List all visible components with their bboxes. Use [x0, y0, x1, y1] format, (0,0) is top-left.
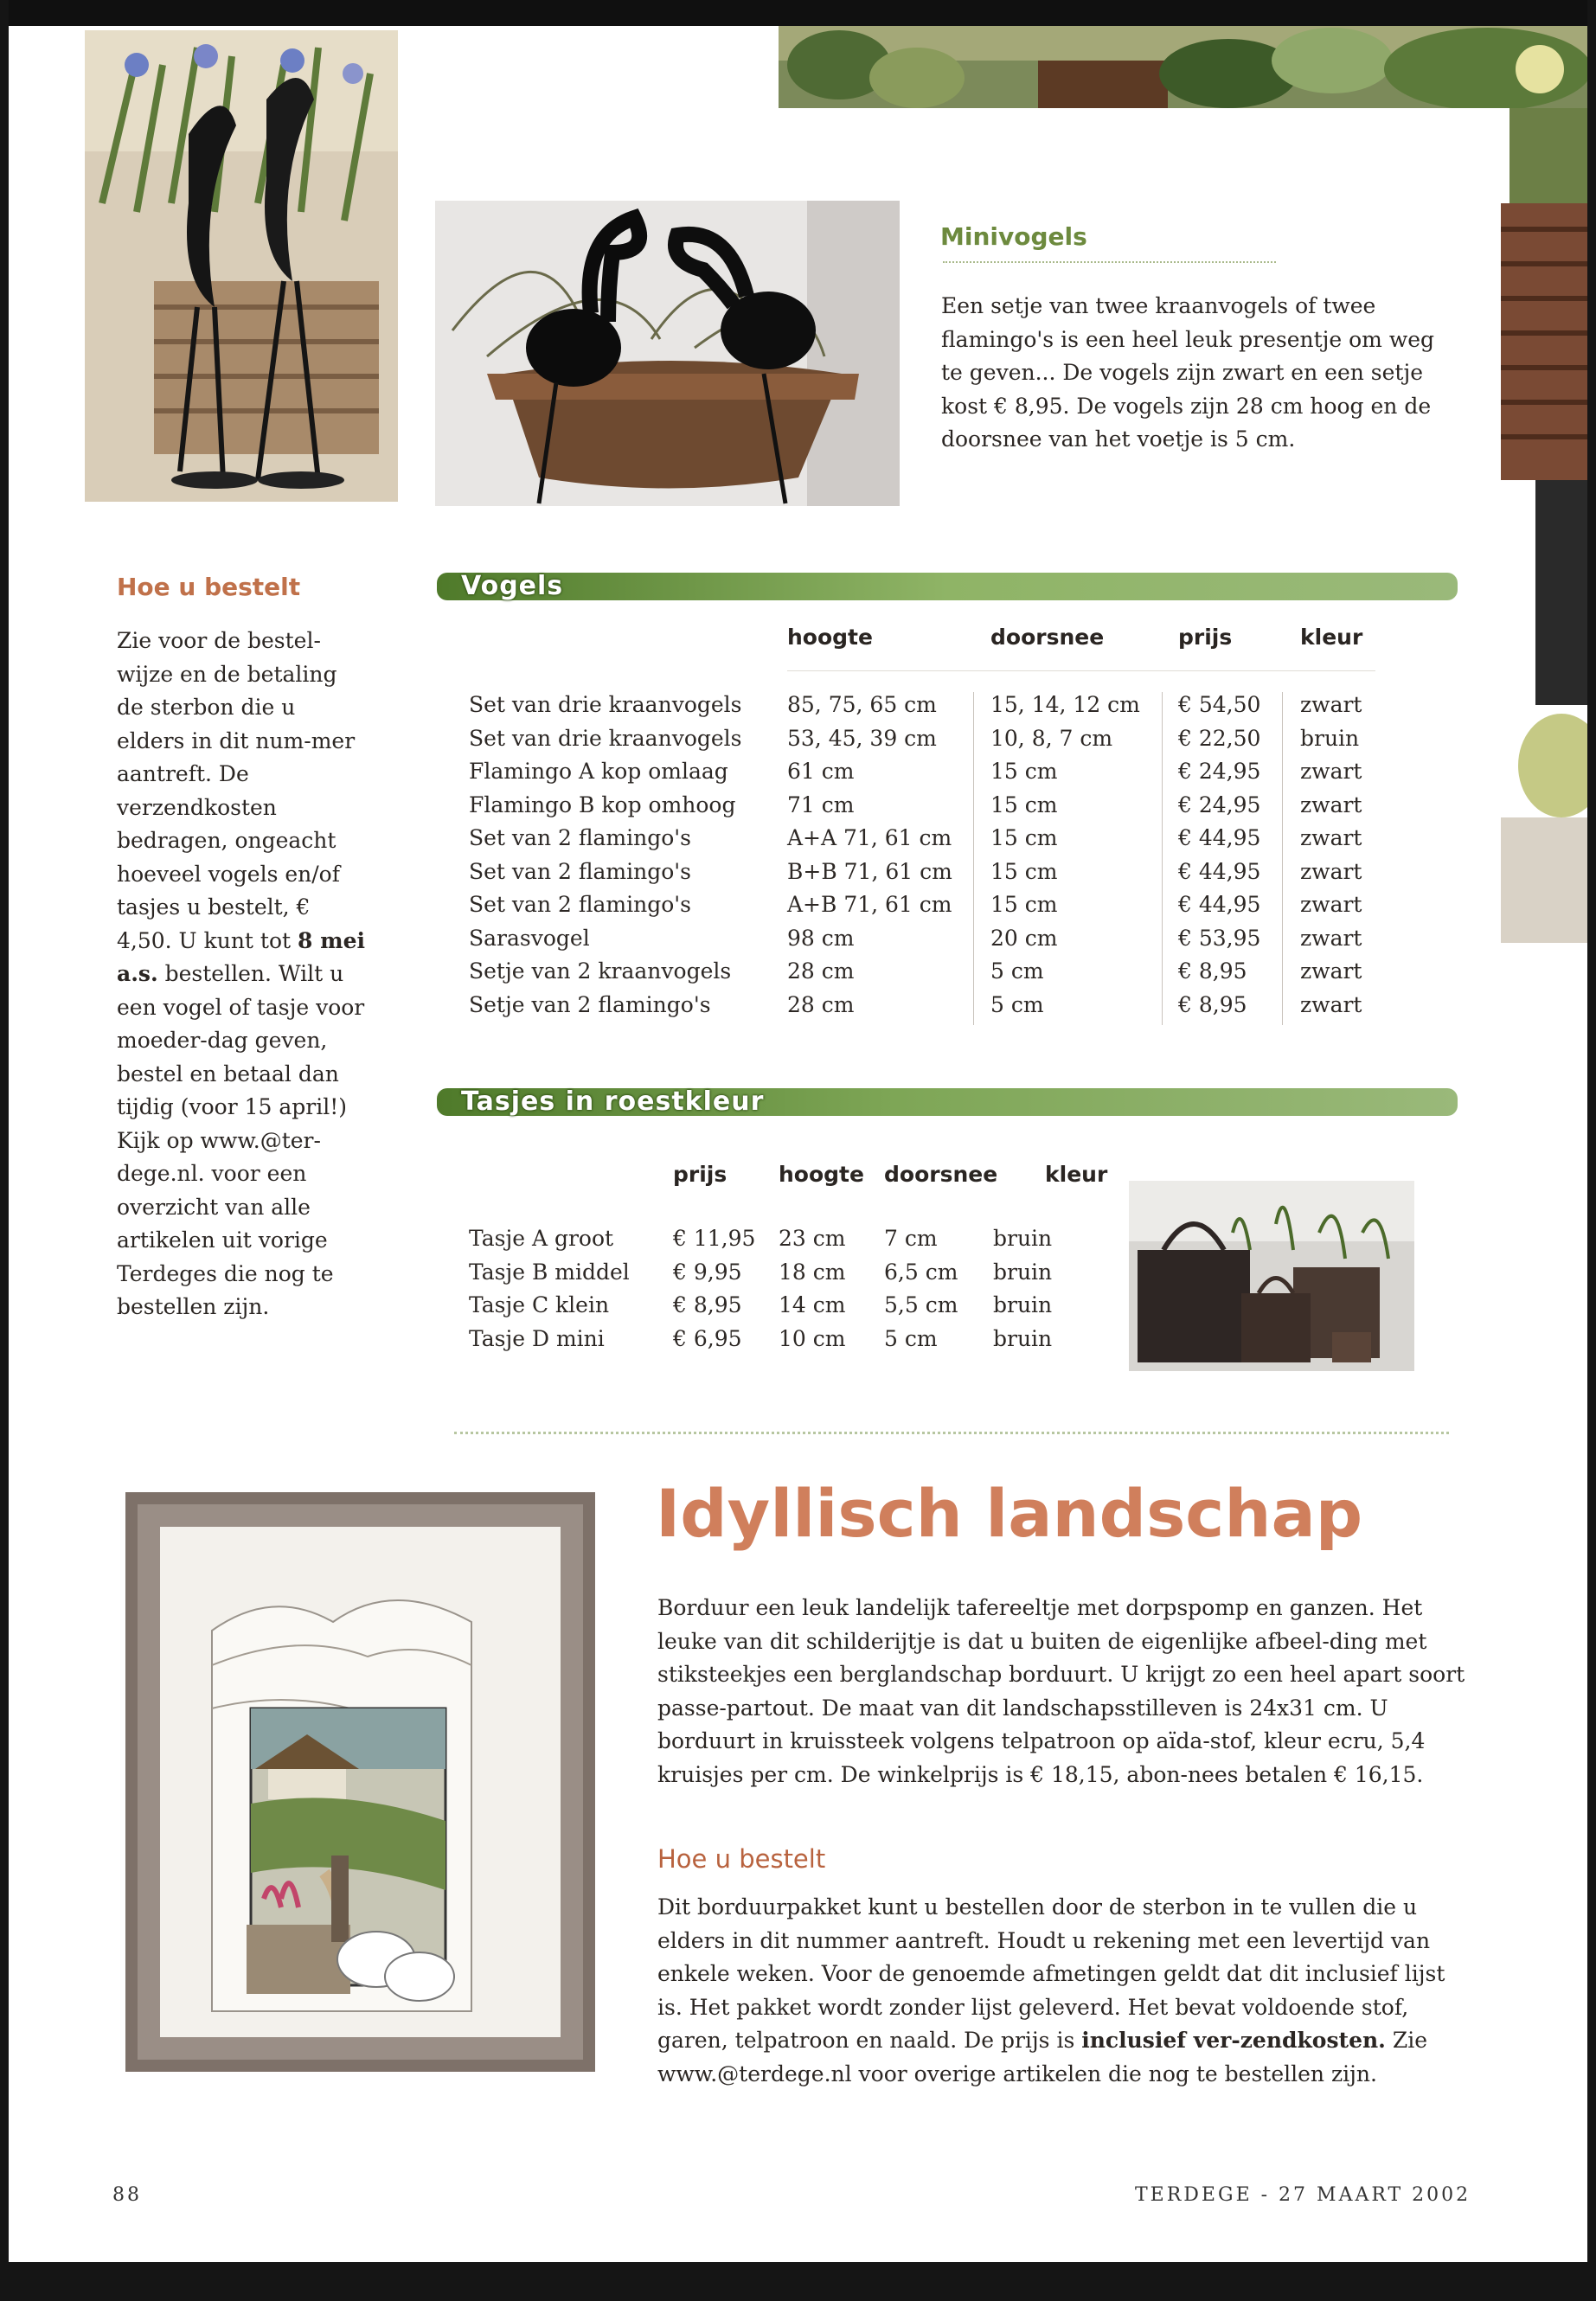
tasjes-label: Tasjes in roestkleur [461, 1086, 765, 1117]
vogels-cell: Setje van 2 kraanvogels [469, 958, 732, 984]
right-edge-basket-photo [1501, 108, 1587, 943]
vogels-cell: Set van drie kraanvogels [469, 692, 742, 717]
vogels-bar [437, 569, 1458, 604]
vogels-cell: € 53,95 [1178, 925, 1261, 951]
section-divider [454, 1432, 1449, 1434]
vogels-cell: € 54,50 [1178, 692, 1261, 717]
vogels-cell: 53, 45, 39 cm [787, 725, 937, 751]
vogels-cell: 85, 75, 65 cm [787, 692, 937, 717]
vogels-cell: Flamingo A kop omlaag [469, 759, 728, 784]
vogels-cell: Set van 2 flamingo's [469, 825, 691, 850]
tasjes-cell: 5,5 cm [884, 1292, 958, 1317]
tasjes-cell: € 8,95 [673, 1292, 742, 1317]
vogels-cell: 15 cm [990, 792, 1058, 817]
vogels-cell: Set van 2 flamingo's [469, 892, 691, 917]
vogels-cell: Flamingo B kop omhoog [469, 792, 736, 817]
vogels-cell: zwart [1300, 991, 1362, 1017]
tasjes-cell: Tasje D mini [469, 1325, 605, 1351]
garden-strip-photo [779, 26, 1587, 108]
vogels-cell: A+B 71, 61 cm [787, 892, 952, 917]
tasjes-cell: 7 cm [884, 1226, 938, 1251]
vogels-cell: zwart [1300, 825, 1362, 850]
idyllisch-text: Borduur een leuk landelijk tafereeltje met dorpspomp en ganzen. Het leuke van dit schilderijtje is dat u buiten de eigenlijke afbeel-ding met stiksteekjes een berglandschap borduurt. U krijgt zo een heel apart soort passe-partout. De maat van dit landschapsstilleven is 24x31 cm. U borduurt in kruissteek volgens telpatroon op aïda-stof, kleur ecru, 5,4 kruisjes per cm. De winkelprijs is € 18,15, abon-nees betalen € 16,15. [657, 1595, 1465, 1787]
idyllisch-order-bold: inclusief ver-zendkosten. [1081, 2028, 1386, 2053]
tasjes-cell: € 9,95 [673, 1259, 742, 1285]
tasjes-header-3: doorsnee [884, 1162, 998, 1187]
vogels-cell: 10, 8, 7 cm [990, 725, 1113, 751]
sidebar-deadline: 8 mei a.s. [117, 927, 365, 986]
tasjes-cell: 14 cm [779, 1292, 846, 1317]
vogels-cell: 15 cm [990, 892, 1058, 917]
vogels-cell: € 24,95 [1178, 759, 1261, 784]
vogels-cell: 71 cm [787, 792, 855, 817]
tasjes-cell: € 11,95 [673, 1226, 756, 1251]
vogels-cell: € 8,95 [1178, 991, 1247, 1017]
tasjes-cell: bruin [993, 1226, 1053, 1251]
vogels-cell: A+A 71, 61 cm [787, 825, 952, 850]
vogels-header-1: hoogte [787, 625, 873, 650]
vogels-cell: € 44,95 [1178, 892, 1261, 917]
tasjes-cell: € 6,95 [673, 1325, 742, 1351]
page-number: 88 [112, 2184, 142, 2206]
vogels-cell: 15, 14, 12 cm [990, 692, 1140, 717]
tasjes-header-2: hoogte [779, 1162, 864, 1187]
vogels-cell: Set van drie kraanvogels [469, 725, 742, 751]
vogels-cell: zwart [1300, 925, 1362, 951]
magazine-footer: TERDEGE - 27 MAART 2002 [1135, 2184, 1471, 2206]
sidebar-text: Zie voor de bestel-wijze en de betaling de sterbon die u elders in dit num-mer aantreft. De verzendkosten bedragen, ongeacht hoeveel vogels en/of tasjes u bestelt, € 4,50. U kunt tot 8 mei a.s. bestellen. Wilt u een vogel of tasje voor moeder-dag geven, bestel en betaal dan tijdig (voor 15 april!) Kijk op www.@ter-dege.nl. voor een overzicht van alle artikelen uit vorige Terdeges die nog te bestellen zijn. [117, 628, 365, 1319]
vogels-cell: 5 cm [990, 991, 1044, 1017]
vogels-cell: zwart [1300, 759, 1362, 784]
tasjes-cell: Tasje C klein [469, 1292, 610, 1317]
vogels-cell: 28 cm [787, 958, 855, 984]
tasjes-cell: bruin [993, 1259, 1053, 1285]
vogels-column-rule [1282, 692, 1283, 1025]
tasjes-bar [437, 1085, 1458, 1119]
vogels-label: Vogels [461, 571, 564, 601]
vogels-cell: zwart [1300, 892, 1362, 917]
vogels-header-rule [787, 670, 1375, 671]
vogels-cell: 15 cm [990, 825, 1058, 850]
vogels-header-3: prijs [1178, 625, 1233, 650]
tasjes-cell: 23 cm [779, 1226, 846, 1251]
vogels-header-2: doorsnee [990, 625, 1105, 650]
vogels-cell: € 44,95 [1178, 825, 1261, 850]
vogels-cell: zwart [1300, 692, 1362, 717]
page-border-bottom [0, 2262, 1596, 2301]
tasjes-header-1: prijs [673, 1162, 727, 1187]
tasjes-cell: 5 cm [884, 1325, 938, 1351]
tasjes-cell: bruin [993, 1325, 1053, 1351]
tasjes-cell: Tasje B middel [469, 1259, 630, 1285]
vogels-cell: € 44,95 [1178, 858, 1261, 884]
embroidery-frame-photo [125, 1492, 595, 2072]
tasjes-header-4: kleur [1045, 1162, 1108, 1187]
minivogels-title-rule [943, 261, 1276, 263]
vogels-cell: 28 cm [787, 991, 855, 1017]
vogels-cell: 5 cm [990, 958, 1044, 984]
idyllisch-headline: Idyllisch landschap [656, 1475, 1363, 1552]
sidebar-title: Hoe u bestelt [117, 573, 301, 601]
tasjes-cell: bruin [993, 1292, 1053, 1317]
vogels-cell: Set van 2 flamingo's [469, 858, 691, 884]
heron-basket-photo [85, 30, 398, 502]
idyllisch-order-text: Dit borduurpakket kunt u bestellen door de sterbon in te vullen die u elders in dit nummer aantreft. Houdt u rekening met een levertijd van enkele weken. Voor de genoemde afmetingen geldt dat dit inclusief lijst is. Het pakket wordt zonder lijst geleverd. Het bevat voldoende stof, garen, telpatroon en naald. De prijs is inclusief ver-zendkosten. Zie www.@terdege.nl voor overige artikelen die nog te bestellen zijn. [657, 1894, 1445, 2086]
tasjes-cell: Tasje A groot [469, 1226, 614, 1251]
vogels-cell: Sarasvogel [469, 925, 590, 951]
minivogels-text: Een setje van twee kraanvogels of twee flamingo's is een heel leuk presentje om weg te geven... De vogels zijn zwart en een setje kost € 8,95. De vogels zijn 28 cm hoog en de doorsnee van het voetje is 5 cm. [941, 293, 1435, 452]
minivogels-title: Minivogels [940, 222, 1087, 251]
tasjes-cell: 10 cm [779, 1325, 846, 1351]
tasjes-cell: 6,5 cm [884, 1259, 958, 1285]
page-border-right [1587, 0, 1596, 2301]
vogels-header-4: kleur [1300, 625, 1363, 650]
page-border-top [0, 0, 1596, 26]
flamingo-bowl-photo [435, 201, 900, 506]
vogels-cell: B+B 71, 61 cm [787, 858, 952, 884]
vogels-cell: Setje van 2 flamingo's [469, 991, 711, 1017]
vogels-cell: € 8,95 [1178, 958, 1247, 984]
vogels-column-rule [1162, 692, 1163, 1025]
tasjes-cell: 18 cm [779, 1259, 846, 1285]
vogels-cell: 15 cm [990, 858, 1058, 884]
vogels-cell: zwart [1300, 858, 1362, 884]
vogels-cell: 15 cm [990, 759, 1058, 784]
vogels-cell: 20 cm [990, 925, 1058, 951]
vogels-cell: 98 cm [787, 925, 855, 951]
vogels-cell: 61 cm [787, 759, 855, 784]
bags-photo [1129, 1181, 1414, 1371]
vogels-column-rule [973, 692, 974, 1025]
page-border-left [0, 0, 9, 2301]
vogels-cell: zwart [1300, 958, 1362, 984]
vogels-cell: € 24,95 [1178, 792, 1261, 817]
vogels-cell: bruin [1300, 725, 1360, 751]
vogels-cell: € 22,50 [1178, 725, 1261, 751]
vogels-cell: zwart [1300, 792, 1362, 817]
idyllisch-subtitle: Hoe u bestelt [657, 1844, 826, 1874]
